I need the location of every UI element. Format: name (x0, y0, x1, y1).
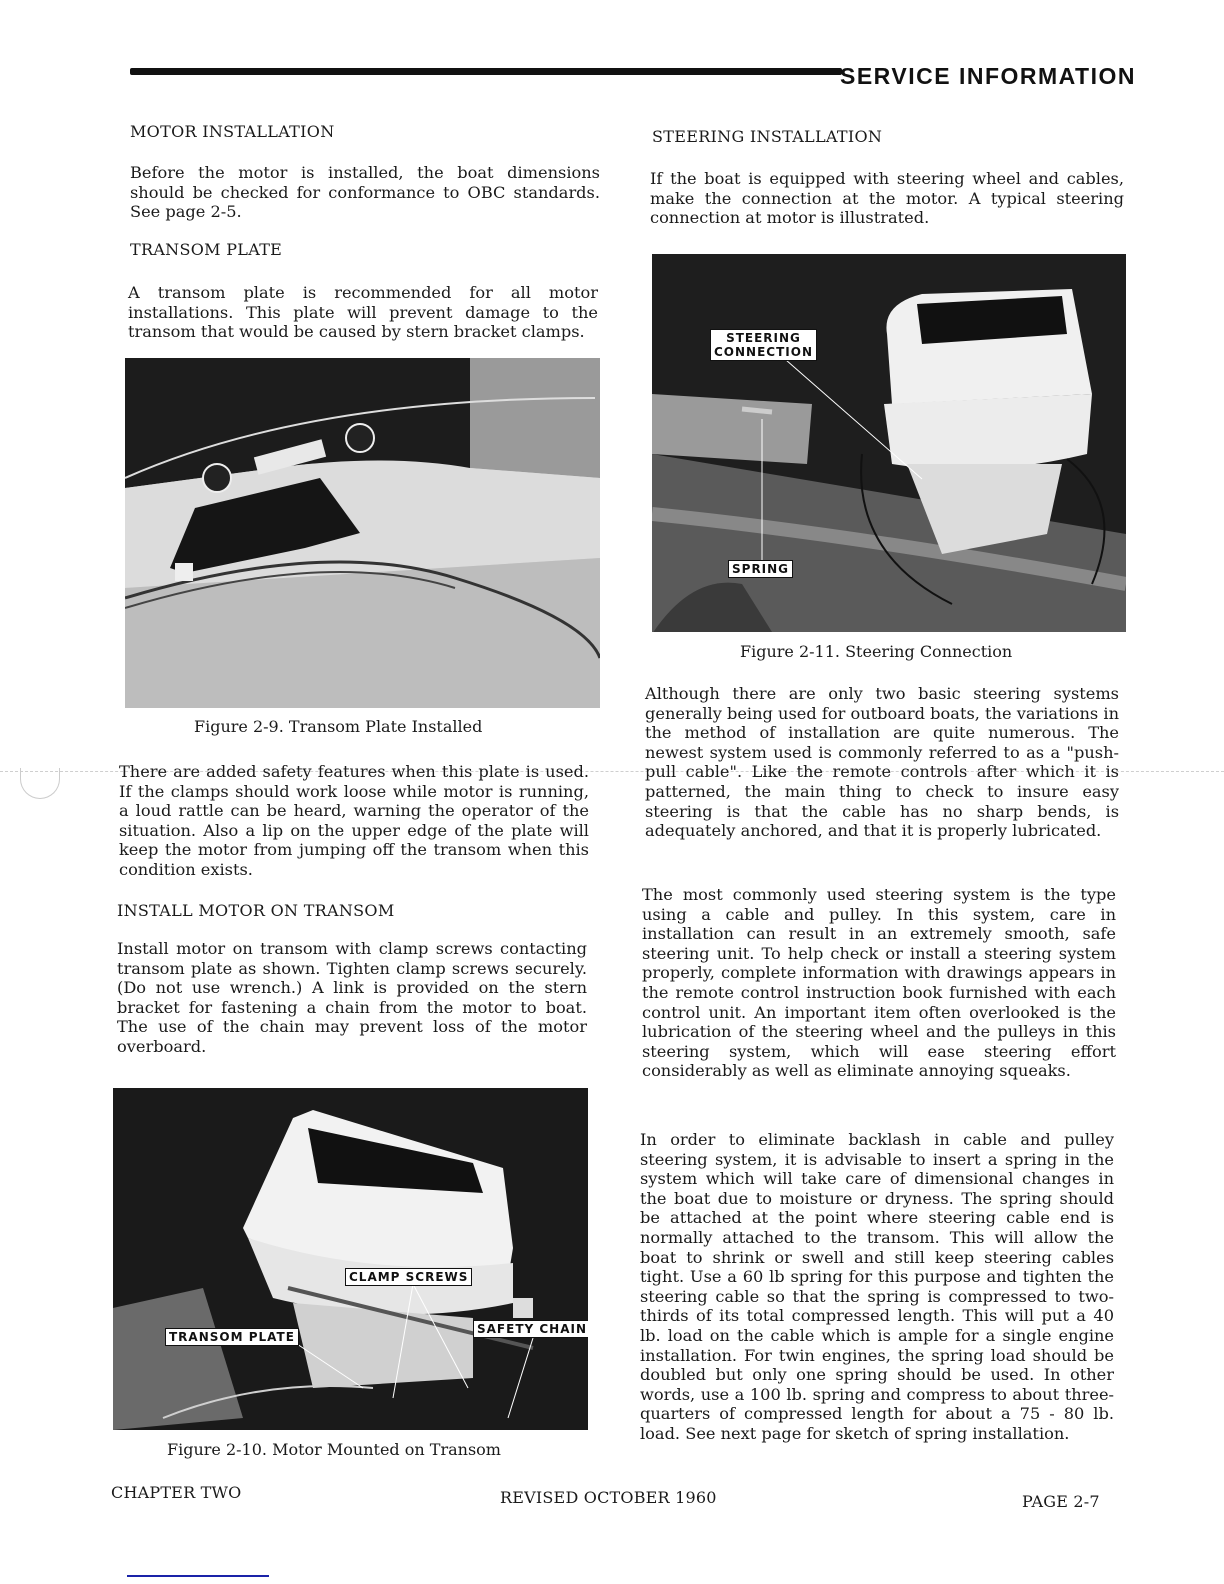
heading-motor-installation: MOTOR INSTALLATION (130, 122, 335, 141)
callout-spring: SPRING (728, 560, 793, 578)
footer-chapter: CHAPTER TWO (111, 1483, 242, 1502)
figure-2-10-caption: Figure 2-10. Motor Mounted on Transom (167, 1440, 501, 1459)
callout-steering-connection: STEERING CONNECTION (710, 329, 817, 361)
paragraph-install-motor: Install motor on transom with clamp screws contacting transom plate as shown. Tighten clamp screws securely. (Do not use wrench.) A link is provided on the stern bracket for fastening a chain from the motor to boat. The use of the chain may prevent loss of the motor overboard. (117, 939, 587, 1056)
heading-transom-plate: TRANSOM PLATE (130, 240, 283, 259)
footer-revision: REVISED OCTOBER 1960 (500, 1488, 717, 1507)
paragraph-steering-systems: Although there are only two basic steering systems generally being used for outboard boats, the variations in the method of installation are quite numerous. The newest system used is commonly referred to as a "push-pull cable". Like the remote controls after which it is patterned, the main thing to check to insure easy steering is that the cable has no sharp bends, is adequately anchored, and that it is properly lubricated. (645, 684, 1119, 841)
bottom-rule (127, 1575, 269, 1577)
paragraph-motor-installation: Before the motor is installed, the boat dimensions should be checked for conformance to OBC standards. See page 2-5. (130, 163, 600, 222)
paragraph-steering-installation: If the boat is equipped with steering wheel and cables, make the connection at the motor. A typical steering connection at motor is illustrated. (650, 169, 1124, 228)
paragraph-safety-features: There are added safety features when this plate is used. If the clamps should work loose while motor is running, a loud rattle can be heard, warning the operator of the situation. Also a lip on the upper edge of the plate will keep the motor from jumping off the transom when this condition exists. (119, 762, 589, 879)
callout-safety-chain: SAFETY CHAIN (473, 1320, 588, 1338)
paragraph-spring-installation: In order to eliminate backlash in cable and pulley steering system, it is advisable to insert a spring in the system which will take care of dimensional changes in the boat due to moisture or dryness. The spring should be attached at the point where steering cable end is normally attached to the transom. This will allow the boat to shrink or swell and still keep steering cables tight. Use a 60 lb spring for this purpose and tighten the steering cable so that the spring is compressed to two-thirds of its total compressed length. This will put a 40 lb. load on the cable which is ample for a single engine installation. For twin engines, the spring load should be doubled but only one spring should be used. In other words, use a 100 lb. spring and compress to about three-quarters of compressed length for about a 75 - 80 lb. load. See next page for sketch of spring installation. (640, 1130, 1114, 1443)
figure-2-9-photo (125, 358, 600, 708)
figure-2-11-photo (652, 254, 1126, 632)
heading-install-motor: INSTALL MOTOR ON TRANSOM (117, 901, 395, 920)
figure-2-9-caption: Figure 2-9. Transom Plate Installed (194, 717, 483, 736)
paragraph-cable-pulley: The most commonly used steering system is the type using a cable and pulley. In this system, care in installation can result in an extremely smooth, safe steering unit. To help check or install a steering system properly, complete information with drawings appears in the remote control instruction book furnished with each control unit. An important item often overlooked is the lubrication of the steering wheel and the pulleys in this steering system, which will ease steering effort considerably as well as eliminate annoying squeaks. (642, 885, 1116, 1081)
header-rule (130, 68, 842, 75)
footer-page-number: PAGE 2-7 (1022, 1492, 1100, 1511)
figure-2-10-photo (113, 1088, 588, 1430)
section-title: SERVICE INFORMATION (840, 63, 1136, 89)
heading-steering-installation: STEERING INSTALLATION (652, 127, 883, 146)
punch-hole-mark (20, 768, 60, 799)
callout-transom-plate: TRANSOM PLATE (165, 1328, 299, 1346)
figure-2-11-caption: Figure 2-11. Steering Connection (740, 642, 1013, 661)
paragraph-transom-plate: A transom plate is recommended for all motor installations. This plate will prevent damage to the transom that would be caused by stern bracket clamps. (128, 283, 598, 342)
callout-clamp-screws: CLAMP SCREWS (345, 1268, 472, 1286)
